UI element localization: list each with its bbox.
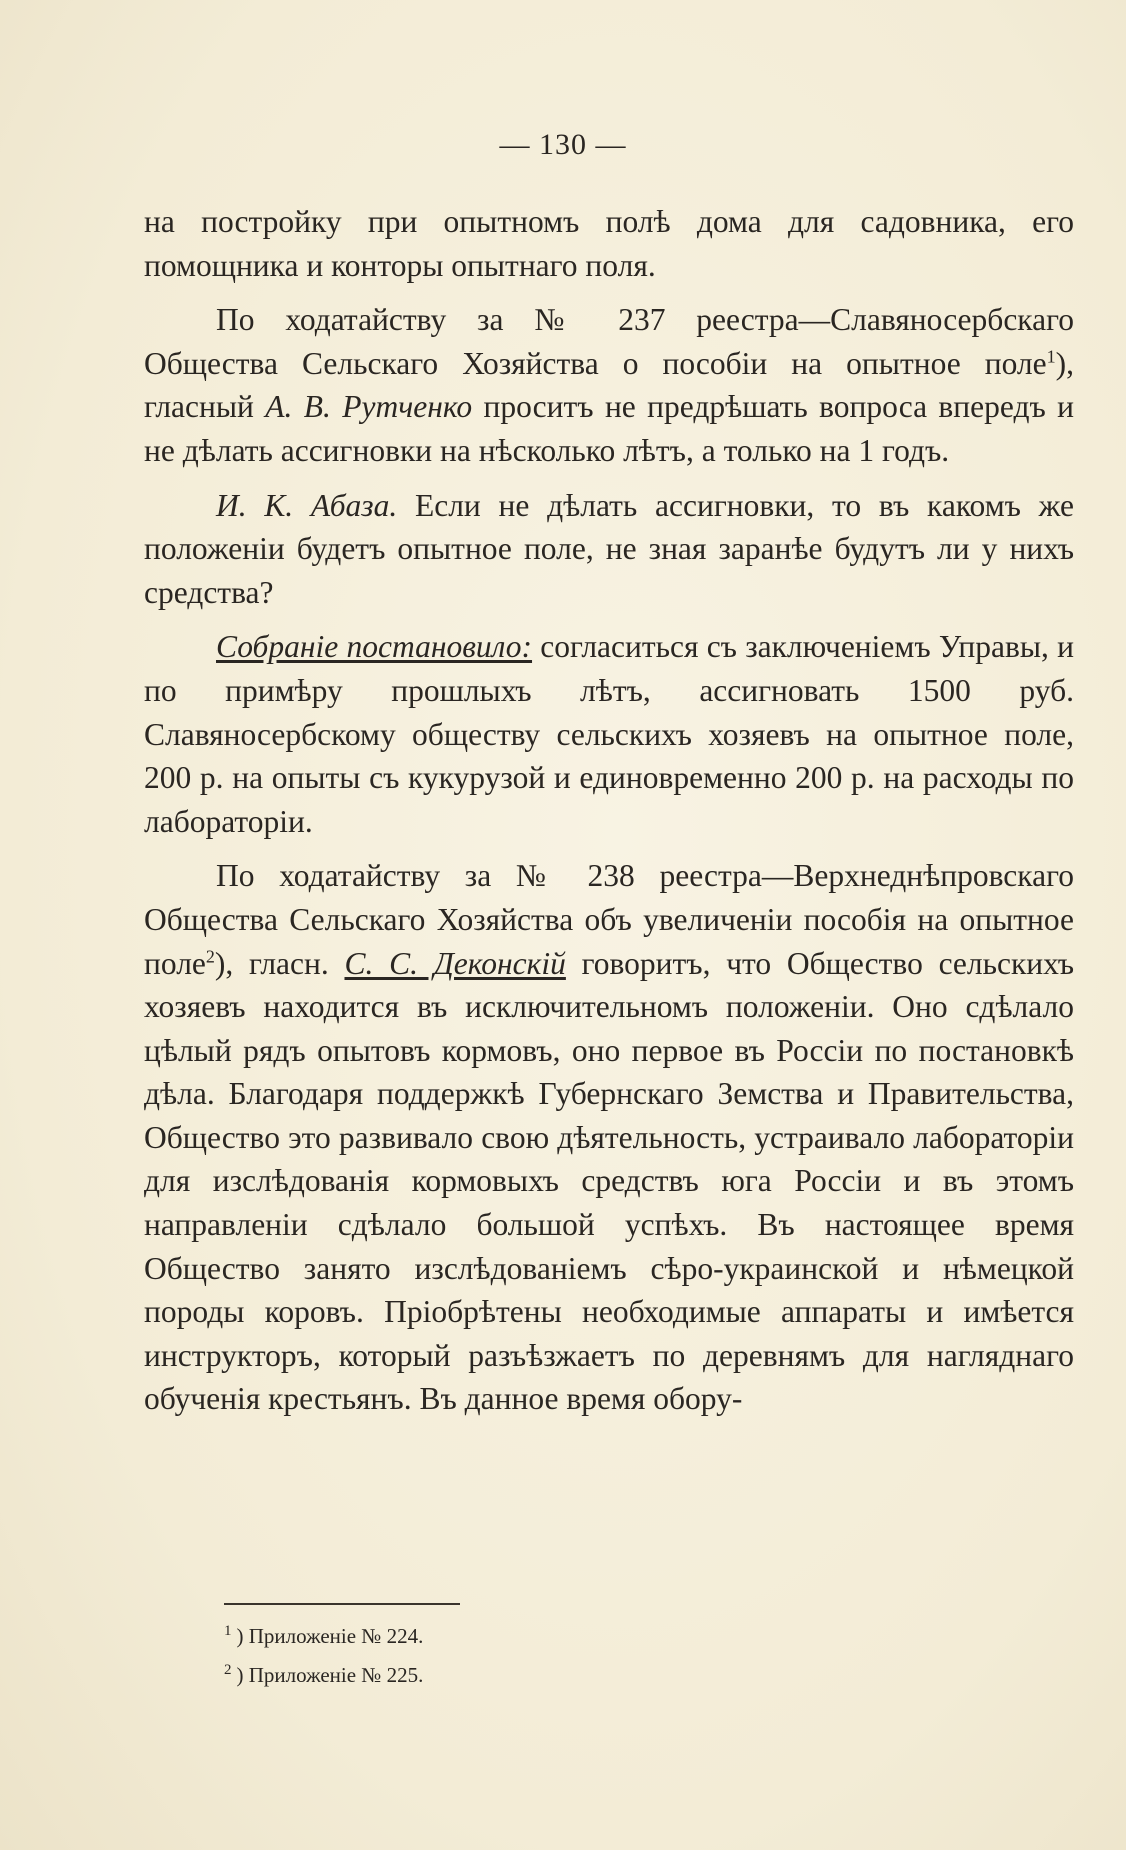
paragraph-3 <box>144 484 1074 615</box>
footnote-1 <box>224 1614 423 1653</box>
footnotes <box>224 1614 423 1692</box>
speaker-name: А. В. Рутченко <box>265 389 473 425</box>
paragraph-2-text: По ходатайству за № 237 реестра—Славяносербскаго Общества Сельскаго Хозяйства о пособіи на опытное поле <box>144 302 1074 381</box>
speaker-name: С. С. Деконскій <box>344 945 566 981</box>
paragraph-2 <box>144 298 1074 472</box>
footnote-ref-2: 2 <box>205 946 215 966</box>
paragraph-4 <box>144 625 1074 843</box>
footnote-text: ) Приложеніе № 225. <box>236 1663 424 1687</box>
paragraph-1: на постройку при опытномъ полѣ дома для садовника, его помощника и конторы опытнаго поля. <box>144 204 1074 283</box>
footnote-mark: 2 <box>224 1662 232 1678</box>
paragraph-3-text: Если не дѣлать ассигновки, то въ какомъ же положеніи будетъ опытное поле, не зная заранѣе будутъ ли у нихъ средства? <box>144 487 1075 610</box>
paragraph-5-rest: говоритъ, что Общество сельскихъ хозяевъ находится въ исключительномъ положеніи. Оно сдѣлало цѣлый рядъ опытовъ кормовъ, оно первое въ Россіи по постановкѣ дѣла. Благодаря поддержкѣ Губернскаго Земства и Правительства, Общество это развивало свою дѣятельность, устраивало лабораторіи для изслѣдованія кормовыхъ средствъ юга Россіи и въ этомъ направленіи сдѣлало большой успѣхъ. Въ настоящее время Общество занято изслѣдованіемъ сѣро-украинской и нѣмецкой породы коровъ. Пріобрѣтены необходимые аппараты и имѣется инструкторъ, который разъѣзжаетъ по деревнямъ для нагляднаго обученія крестьянъ. Въ данное время обору- <box>144 945 1074 1417</box>
paragraph-5 <box>144 854 1074 1421</box>
footnote-mark: 1 <box>224 1623 232 1639</box>
footnote-text: ) Приложеніе № 224. <box>236 1624 424 1648</box>
paragraph-2-mid: ), гласный <box>144 345 1074 425</box>
footnote-ref-1: 1 <box>1046 346 1056 367</box>
speaker-name: И. К. Абаза. <box>216 487 398 523</box>
paragraph-5-mid: ), гласн. <box>214 945 345 981</box>
footnote-2 <box>224 1653 423 1692</box>
paragraph-4-text: согласиться съ заключеніемъ Управы, и по примѣру прошлыхъ лѣтъ, ассигновать 1500 руб. Славяносербскому обществу сельскихъ хозяевъ на опытное поле, 200 р. на опыты съ кукурузой и единовременно 200 р. на расходы по лабораторіи. <box>144 629 1074 839</box>
paragraph-2-rest: проситъ не предрѣшать вопроса впередъ и не дѣлать ассигновки на нѣсколько лѣтъ, а только на 1 годъ. <box>144 389 1075 468</box>
paragraph-5-text: По ходатайству за № 238 реестра—Верхнеднѣпровскаго Общества Сельскаго Хозяйства объ увеличеніи пособія на опытное поле <box>144 858 1074 981</box>
footnote-divider <box>224 1603 460 1605</box>
main-text <box>144 200 1074 1432</box>
resolution-heading: Собраніе постановило: <box>216 629 533 665</box>
page-number: — 130 — <box>499 128 627 161</box>
